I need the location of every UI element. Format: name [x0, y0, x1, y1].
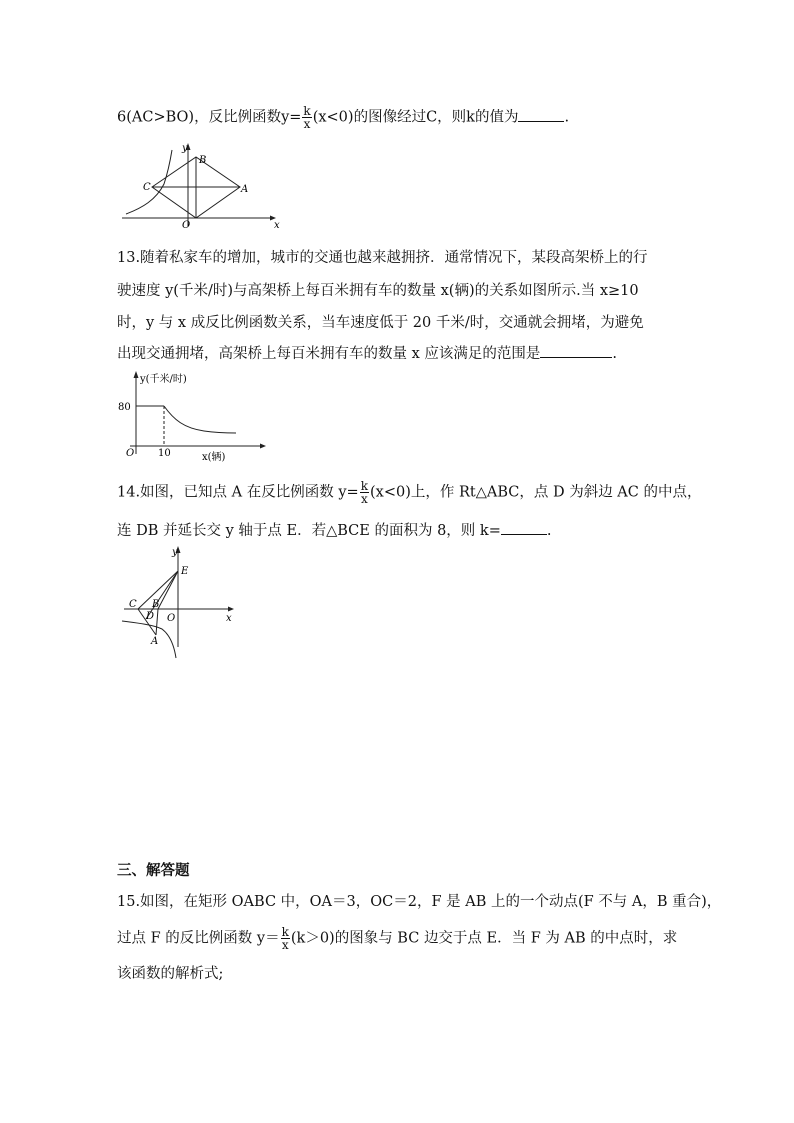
- q13-answer-blank[interactable]: [540, 357, 612, 358]
- q14-label-b: B: [152, 599, 160, 610]
- q12-label-y: y: [182, 143, 188, 154]
- q12-label-o: O: [182, 220, 191, 231]
- q14-line1: [117, 480, 701, 505]
- q13-label-x: x(辆): [202, 452, 226, 463]
- q14-line-ba: [156, 609, 158, 635]
- q14-post: (x<0)上，作 Rt△ABC，点 D 为斜边 AC 的中点，: [369, 484, 702, 501]
- q14-label-e: E: [181, 566, 189, 577]
- q14-label-a: A: [151, 636, 159, 647]
- q14-fraction: [360, 480, 369, 505]
- q14-label-x: x: [226, 613, 232, 624]
- q14-curve: [122, 621, 176, 658]
- q12-end: .: [564, 109, 570, 126]
- q15-fraction: [281, 926, 290, 951]
- q15-line2: [117, 926, 677, 951]
- q12-fraction: [302, 105, 311, 130]
- q13-line4-end: .: [612, 346, 618, 362]
- q13-label-10: 10: [158, 448, 171, 459]
- section3-heading: 三、解答题: [117, 862, 190, 879]
- q14-frac-den: x: [360, 492, 368, 506]
- q12-post: (x<0)的图像经过C，则k的值为: [312, 109, 519, 126]
- q13-y-arrow-icon: [134, 371, 139, 378]
- q14-label-o: O: [167, 613, 176, 624]
- q12-label-c: C: [143, 182, 151, 193]
- q12-label-x: x: [274, 220, 280, 231]
- q14-label-d: D: [146, 611, 155, 622]
- q14-figure: [118, 543, 243, 661]
- q15-line3: 该函数的解析式;: [117, 966, 224, 982]
- q12-text: [117, 105, 569, 130]
- q13-figure: [118, 370, 278, 462]
- q12-figure: [122, 140, 282, 230]
- q14-label-y: y: [172, 547, 178, 558]
- q13-line4-text: 出现交通拥堵，高架桥上每百米拥有车的数量 x 应该满足的范围是: [117, 346, 541, 362]
- q13-x-arrow-icon: [260, 444, 266, 449]
- q13-label-80: 80: [118, 402, 131, 413]
- q12-pre: 6(AC>BO)，反比例函数y=: [117, 109, 302, 126]
- q12-frac-num: k: [303, 104, 311, 118]
- q15-line2-post: (k＞0)的图象与 BC 边交于点 E．当 F 为 AB 的中点时，求: [290, 930, 678, 947]
- q12-label-a: A: [241, 184, 249, 195]
- q15-frac-num: k: [281, 925, 289, 939]
- q13-line2: 驶速度 y(千米/时)与高架桥上每百米拥有车的数量 x(辆)的关系如图所示.当 x≥10: [117, 283, 639, 299]
- q12-answer-blank[interactable]: [518, 121, 564, 122]
- q14-frac-num: k: [360, 479, 368, 493]
- q15-line1: 15.如图，在矩形 OABC 中，OA＝3，OC＝2，F 是 AB 上的一个动点(F 不与 A，B 重合)，: [117, 894, 722, 910]
- q13-line3: 时，y 与 x 成反比例函数关系，当车速度低于 20 千米/时，交通就会拥堵，为避免: [117, 315, 644, 331]
- q14-line2: [117, 519, 551, 540]
- q13-curve: [164, 406, 236, 433]
- q15-line2-pre: 过点 F 的反比例函数 y＝: [117, 930, 280, 947]
- q13-label-o: O: [126, 448, 135, 459]
- q14-line2-end: .: [546, 523, 552, 539]
- q14-pre: 14.如图，已知点 A 在反比例函数 y=: [117, 484, 359, 501]
- q14-line2-text: 连 DB 并延长交 y 轴于点 E．若△BCE 的面积为 8，则 k=: [117, 523, 501, 539]
- q14-label-c: C: [129, 599, 137, 610]
- q12-label-b: B: [199, 155, 207, 166]
- q14-answer-blank[interactable]: [501, 534, 547, 535]
- q13-line1: 13.随着私家车的增加，城市的交通也越来越拥挤．通常情况下，某段高架桥上的行: [117, 250, 648, 266]
- q14-x-arrow-icon: [228, 607, 234, 612]
- q12-frac-den: x: [303, 117, 311, 131]
- q13-label-y: y(千米/时): [140, 374, 187, 385]
- q14-line-be: [158, 571, 178, 609]
- q13-line4: [117, 342, 617, 363]
- q15-frac-den: x: [281, 938, 289, 952]
